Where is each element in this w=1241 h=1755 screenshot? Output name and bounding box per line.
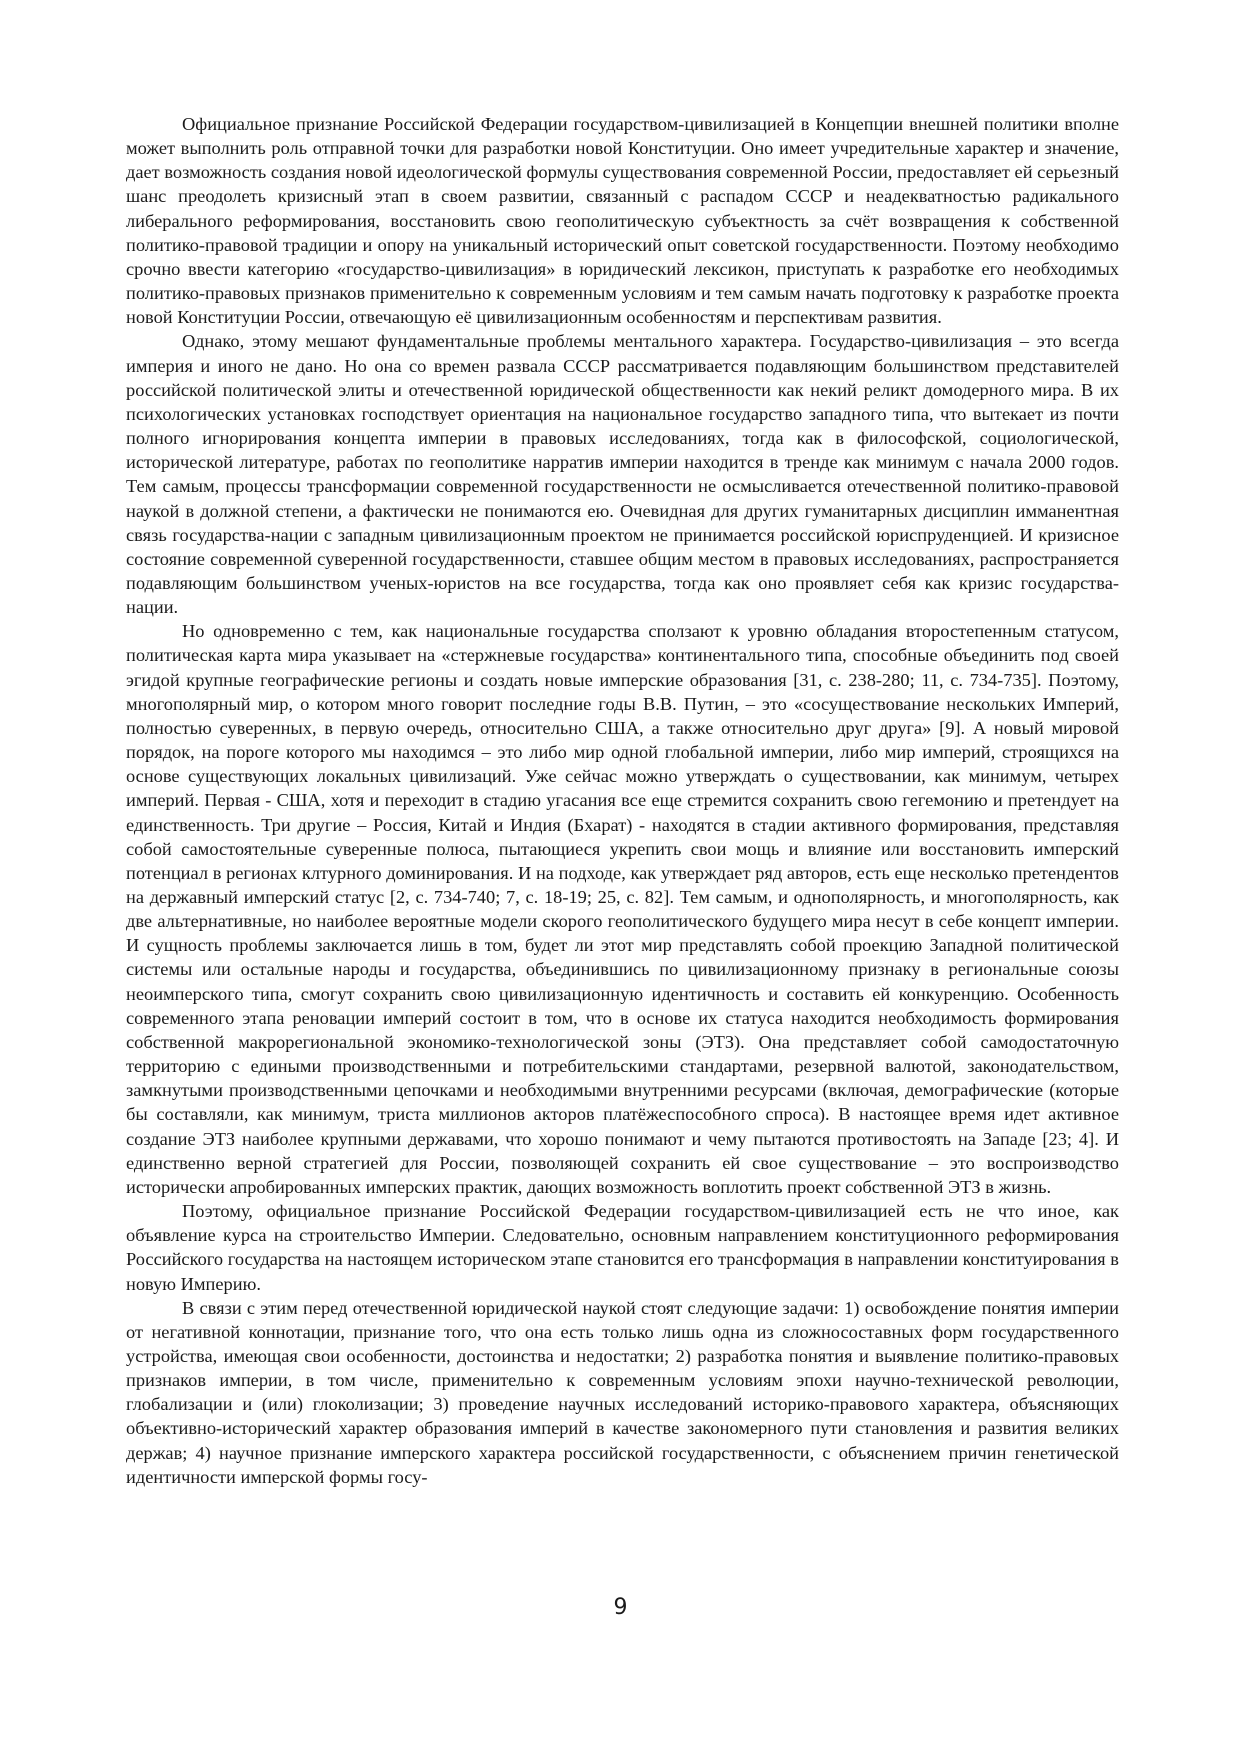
paragraph-1: Официальное признание Российской Федерации государством-цивилизацией в Концепции внешней политики вполне может выполнить роль отправной точки для разработки новой Конституции. Оно имеет учредительные характер и значение, дает возможность создания новой идеологической формулы существования современной России, предоставляет ей серьезный шанс преодолеть кризисный этап в своем развитии, связанный с распадом СССР и неадекватностью радикального либерального реформирования, восстановить свою геополитическую субъектность за счёт возвращения к собственной политико-правовой традиции и опору на уникальный исторический опыт советской государственности. Поэтому необходимо срочно ввести категорию «государство-цивилизация» в юридический лексикон, приступать к разработке его необходимых политико-правовых признаков применительно к современным условиям и тем самым начать подготовку к разработке проекта новой Конституции России, отвечающую её цивилизационным особенностям и перспективам развития. [126, 114, 1119, 328]
page-number: 9 [613, 1595, 628, 1620]
paragraph-5: В связи с этим перед отечественной юридической наукой стоят следующие задачи: 1) освобождение понятия империи от негативной коннотации, признание того, что она есть только лишь одна из сложносоставных форм государственного устройства, имеющая свои особенности, достоинства и недостатки; 2) разработка понятия и выявление политико-правовых признаков империи, в том числе, применительно к современным условиям эпохи научно-технической революции, глобализации и (или) глоколизации; 3) проведение научных исследований историко-правового характера, объясняющих объективно-исторический характер образования империй в качестве закономерного пути становления и развития великих держав; 4) научное признание имперского характера российской государственности, с объяснением причин генетической идентичности имперской формы госу- [126, 1297, 1119, 1487]
body-text [126, 112, 1119, 1489]
paragraph-2: Однако, этому мешают фундаментальные проблемы ментального характера. Государство-цивилизация – это всегда империя и иного не дано. Но она со времен развала СССР рассматривается подавляющим большинством представителей российской политической элиты и отечественной юридической общественности как некий реликт домодерного мира. В их психологических установках господствует ориентация на национальное государство западного типа, что вытекает из почти полного игнорирования концепта империи в правовых исследованиях, тогда как в философской, социологической, исторической литературе, работах по геополитике нарратив империи находится в тренде как минимум с начала 2000 годов. Тем самым, процессы трансформации современной государственности не осмысливается отечественной политико-правовой наукой в должной степени, а фактически не понимаются ею. Очевидная для других гуманитарных дисциплин имманентная связь государства-нации с западным цивилизационным проектом не принимается российской юриспруденцией. И кризисное состояние современной суверенной государственности, ставшее общим местом в правовых исследованиях, распространяется подавляющим большинством ученых-юристов на все государства, тогда как оно проявляет себя как кризис государства-нации. [126, 331, 1119, 618]
paragraph-4: Поэтому, официальное признание Российской Федерации государством-цивилизацией есть не что иное, как объявление курса на строительство Империи. Следовательно, основным направлением конституционного реформирования Российского государства на настоящем историческом этапе становится его трансформация в направлении конституирования в новую Империю. [126, 1201, 1119, 1294]
paragraph-3: Но одновременно с тем, как национальные государства сползают к уровню обладания второстепенным статусом, политическая карта мира указывает на «стержневые государства» континентального типа, способные объединить под своей эгидой крупные географические регионы и создать новые имперские образования [31, с. 238-280; 11, с. 734-735]. Поэтому, многополярный мир, о котором много говорит последние годы В.В. Путин, – это «сосуществование нескольких Империй, полностью суверенных, в первую очередь, относительно США, а также относительно друг друга» [9]. А новый мировой порядок, на пороге которого мы находимся – это либо мир одной глобальной империи, либо мир империй, строящихся на основе существующих локальных цивилизаций. Уже сейчас можно утверждать о существовании, как минимум, четырех империй. Первая - США, хотя и переходит в стадию угасания все еще стремится сохранить свою гегемонию и претендует на единственность. Три другие – Россия, Китай и Индия (Бхарат) - находятся в стадии активного формирования, представляя собой самостоятельные суверенные полюса, пытающиеся укрепить свои мощь и влияние или восстановить имперский потенциал в регионах клтурного доминирования. И на подходе, как утверждает ряд авторов, есть еще несколько претендентов на державный имперский статус [2, с. 734-740; 7, с. 18-19; 25, с. 82]. Тем самым, и однополярность, и многополярность, как две альтернативные, но наиболее вероятные модели скорого геополитического будущего мира несут в себе концепт империи. И сущность проблемы заключается лишь в том, будет ли этот мир представлять собой проекцию Западной политической системы или остальные народы и государства, объединившись по цивилизационному признаку в региональные союзы неоимперского типа, смогут сохранить свою цивилизационную идентичность и составить ей конкуренцию. Особенность современного этапа реновации империй состоит в том, что в основе их статуса находится необходимость формирования собственной макрорегиональной экономико-технологической зоны (ЭТЗ). Она представляет собой самодостаточную территорию с едиными производственными и потребительскими стандартами, резервной валютой, законодательством, замкнутыми производственными цепочками и необходимыми внутренними ресурсами (включая, демографические (которые бы составляли, как минимум, триста миллионов акторов платёжеспособного спроса). В настоящее время идет активное создание ЭТЗ наиболее крупными державами, что хорошо понимают и чему пытаются противостоять на Западе [23; 4]. И единственно верной стратегией для России, позволяющей сохранить ей свое существование – это воспроизводство исторически апробированных имперских практик, дающих возможность воплотить проект собственной ЭТЗ в жизнь. [126, 621, 1119, 1197]
